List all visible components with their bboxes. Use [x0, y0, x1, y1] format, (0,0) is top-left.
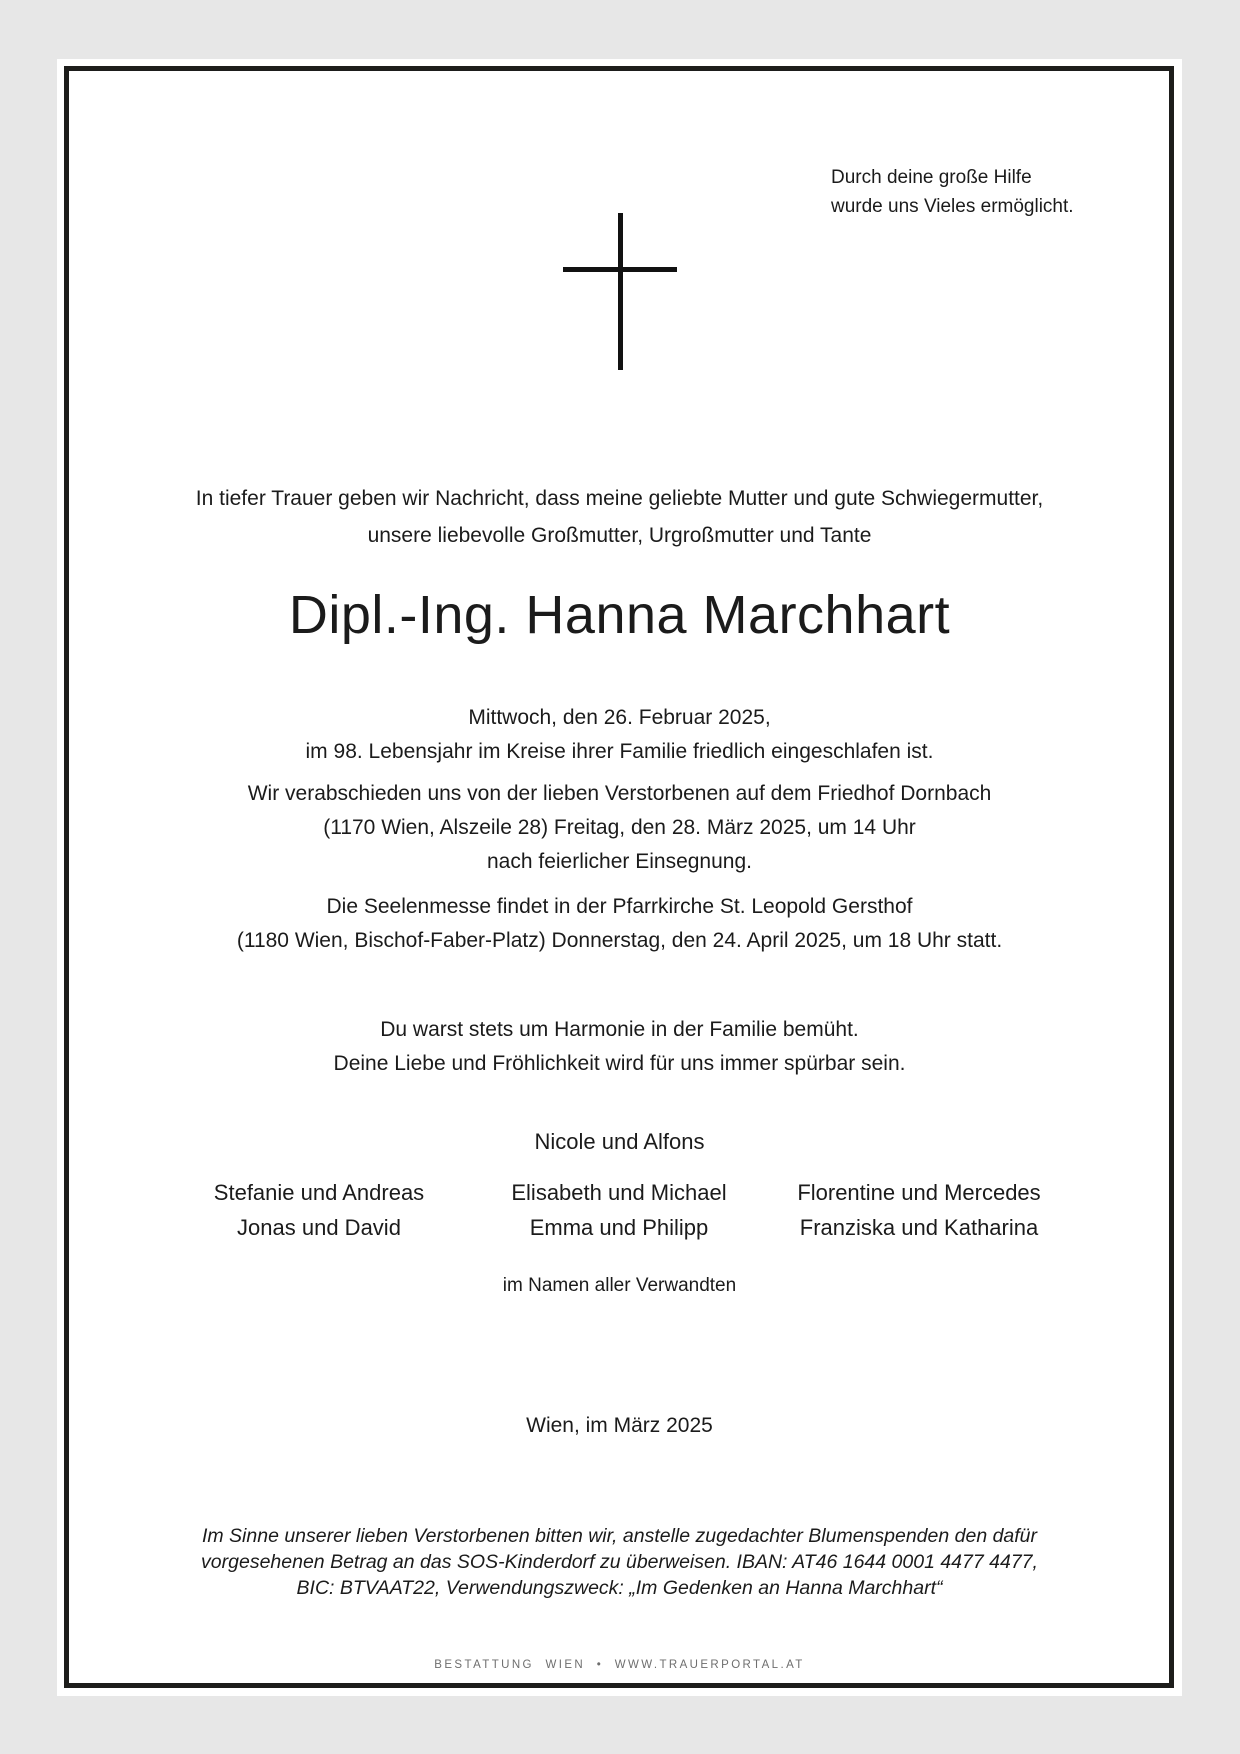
intro-paragraph: [57, 480, 1182, 554]
mourners-name: Franziska und Katharina: [799, 1215, 1039, 1240]
remembrance-paragraph: [57, 1013, 1182, 1081]
deceased-name: Dipl.-Ing. Hanna Marchhart: [288, 585, 951, 645]
funeral-paragraph: [57, 777, 1182, 879]
mourners-name: Stefanie und Andreas: [213, 1180, 425, 1205]
intro-line-2: unsere liebevolle Großmutter, Urgroßmutter und Tante: [367, 524, 872, 547]
blessing-line-1: Durch deine große Hilfe: [831, 167, 1032, 188]
remembrance-line-2: Deine Liebe und Fröhlichkeit wird für uns immer spürbar sein.: [333, 1052, 906, 1075]
death-date-line-1: Mittwoch, den 26. Februar 2025,: [468, 706, 771, 729]
donation-line-3: BIC: BTVAAT22, Verwendungszweck: „Im Gedenken an Hanna Marchhart“: [296, 1577, 943, 1599]
intro-line-1: In tiefer Trauer geben wir Nachricht, dass meine geliebte Mutter und gute Schwiegermutter,: [195, 487, 1044, 510]
footer-branding: BESTATTUNG WIEN • WWW.TRAUERPORTAL.AT: [434, 1659, 805, 1671]
mourners-grid: [169, 1175, 1069, 1245]
donation-line-2: vorgesehenen Betrag an das SOS-Kinderdorf zu überweisen. IBAN: AT46 1644 0001 4477 4477,: [201, 1551, 1038, 1573]
remembrance-line-1: Du warst stets um Harmonie in der Familie bemüht.: [380, 1018, 859, 1041]
blessing-text: [831, 163, 1074, 221]
mourners-primary: Nicole und Alfons: [534, 1129, 705, 1154]
mourners-name: Florentine und Mercedes: [797, 1180, 1041, 1205]
mourners-name: Emma und Philipp: [529, 1215, 709, 1240]
funeral-line-3: nach feierlicher Einsegnung.: [486, 850, 752, 873]
mourners-name: Elisabeth und Michael: [511, 1180, 727, 1205]
mourners-column-3: [769, 1175, 1069, 1245]
mass-paragraph: [57, 890, 1182, 958]
obituary-card: [57, 59, 1182, 1696]
cross-icon-vertical-bar: [618, 213, 623, 370]
donation-line-1: Im Sinne unserer lieben Verstorbenen bitten wir, anstelle zugedachter Blumenspenden den dafür: [201, 1525, 1038, 1547]
mass-line-2: (1180 Wien, Bischof-Faber-Platz) Donnerstag, den 24. April 2025, um 18 Uhr statt.: [236, 929, 1003, 952]
blessing-line-2: wurde uns Vieles ermöglicht.: [831, 196, 1074, 217]
funeral-line-1: Wir verabschieden uns von der lieben Verstorbenen auf dem Friedhof Dornbach: [247, 782, 992, 805]
mass-line-1: Die Seelenmesse findet in der Pfarrkirche St. Leopold Gersthof: [326, 895, 913, 918]
mourners-closing: im Namen aller Verwandten: [502, 1275, 737, 1296]
funeral-line-2: (1170 Wien, Alszeile 28) Freitag, den 28. März 2025, um 14 Uhr: [323, 816, 916, 839]
place-and-date: Wien, im März 2025: [526, 1414, 713, 1437]
mourners-column-2: [469, 1175, 769, 1245]
mourners-column-1: [169, 1175, 469, 1245]
cross-icon-horizontal-bar: [563, 267, 677, 272]
death-date-line-2: im 98. Lebensjahr im Kreise ihrer Familie friedlich eingeschlafen ist.: [305, 740, 934, 763]
death-date-paragraph: [57, 701, 1182, 769]
donation-paragraph: [57, 1523, 1182, 1601]
mourners-name: Jonas und David: [237, 1215, 401, 1240]
